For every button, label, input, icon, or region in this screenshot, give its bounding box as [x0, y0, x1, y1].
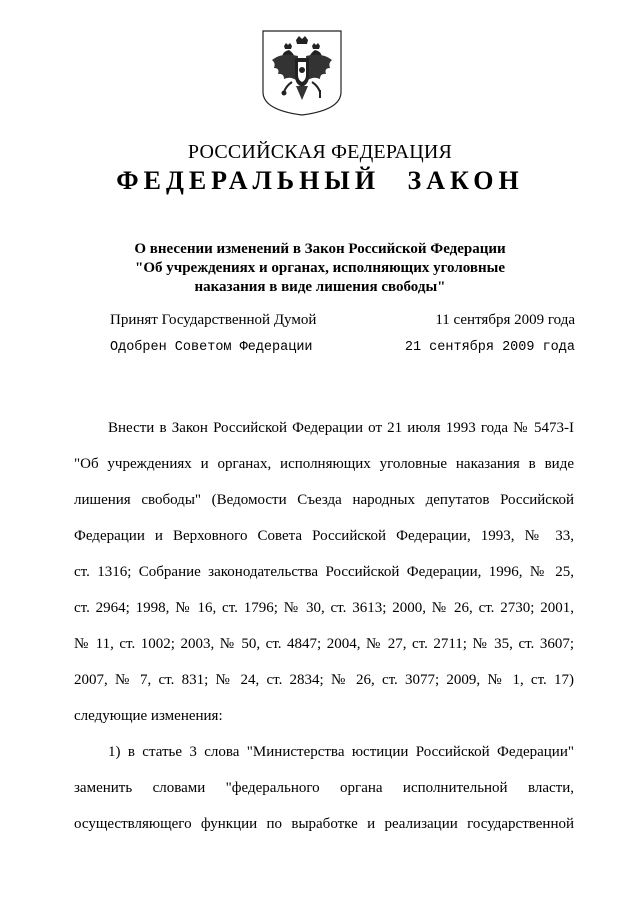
body-line: ст. 1316; Собрание законодательства Российской Федерации, 1996, № 25, [74, 564, 574, 580]
adoption-row-duma [110, 312, 575, 329]
adoption-row-council [110, 340, 575, 355]
law-title-line: О внесении изменений в Закон Российской Федерации [134, 241, 506, 257]
law-title [0, 240, 640, 297]
body-text [74, 410, 574, 842]
body-line: следующие изменения: [74, 708, 223, 724]
body-line: Федерации и Верховного Совета Российской Федерации, 1993, № 33, [74, 528, 574, 544]
approved-label: Одобрен Советом Федерации [110, 340, 313, 355]
coat-of-arms-emblem [262, 30, 342, 116]
approved-date: 21 сентября 2009 года [404, 340, 575, 355]
body-line: Внести в Закон Российской Федерации от 21 июля 1993 года № 5473-I [108, 420, 574, 436]
body-line: ст. 2964; 1998, № 16, ст. 1796; № 30, ст. 3613; 2000, № 26, ст. 2730; 2001, [74, 600, 574, 616]
adopted-date: 11 сентября 2009 года [435, 312, 575, 328]
body-line: заменить словами "федерального органа исполнительной власти, [74, 780, 574, 796]
double-headed-eagle-icon [262, 30, 342, 116]
law-type-heading: ФЕДЕРАЛЬНЫЙ ЗАКОН [116, 166, 524, 195]
body-line: лишения свободы" (Ведомости Съезда народных депутатов Российской [74, 492, 574, 508]
adopted-label: Принят Государственной Думой [110, 312, 317, 328]
body-line: 1) в статье 3 слова "Министерства юстиции Российской Федерации" [108, 744, 574, 760]
body-line: осуществляющего функции по выработке и реализации государственной [74, 816, 574, 832]
body-line: 2007, № 7, ст. 831; № 24, ст. 2834; № 26, ст. 3077; 2009, № 1, ст. 17) [74, 672, 574, 688]
body-line: "Об учреждениях и органах, исполняющих уголовные наказания в виде [74, 456, 574, 472]
law-title-line: наказания в виде лишения свободы" [194, 279, 446, 295]
country-heading: РОССИЙСКАЯ ФЕДЕРАЦИЯ [187, 141, 453, 163]
law-title-line: "Об учреждениях и органах, исполняющих уголовные [135, 260, 505, 276]
body-line: № 11, ст. 1002; 2003, № 50, ст. 4847; 2004, № 27, ст. 2711; № 35, ст. 3607; [74, 636, 574, 652]
